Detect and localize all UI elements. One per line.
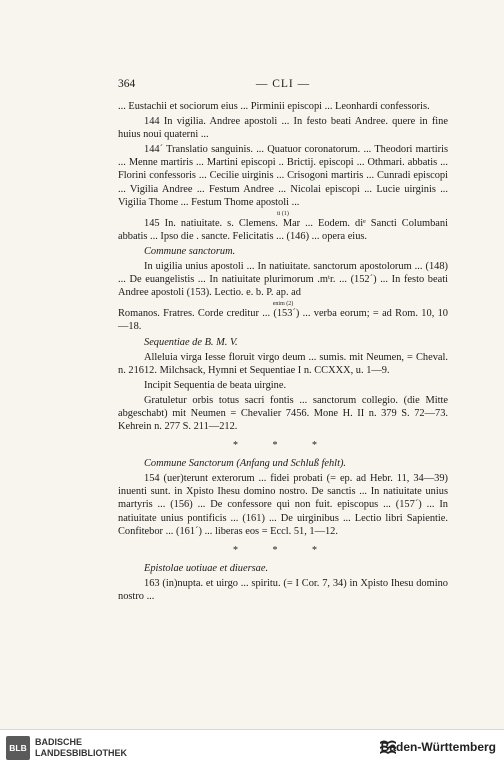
state-name[interactable]: Baden-Württemberg [380, 740, 496, 754]
paragraph: Incipit Sequentia de beata uirgine. [144, 379, 287, 391]
section-heading: Sequentiae de B. M. V. [144, 336, 238, 348]
section-separator: * * * [233, 440, 333, 452]
paragraph: 144´ Translatio sanguinis. ... Quatuor coronatorum. ... Theodori martiris ... Menne martiris ... Martini episcopi .. Brictij. episcopi ... Othmari. abbatis ... Florini confessoris ... Cecilie uirginis ... Crisogoni martiris ... Cunradi episcopi ... Vigilia Andree ... Festum Andree ... Nicolai episcopi ... Lucie uirginis ... Vigilia Thome ... Festum Thome apostoli ... [118, 144, 448, 208]
section-separator: * * * [233, 544, 333, 556]
paragraph: Romanos. Fratres. Corde creditur ... (153´) ... verba eorum; = ad Rom. 10, 10—18. [118, 308, 448, 333]
running-title: — CLI — [255, 78, 311, 90]
paragraph: 154 (uer)terunt exterorum ... fidei probati (= ep. ad Hebr. 11, 34—39) inuenti sunt. in Xpisto Ihesu domino nostro. De sanctis ... In natiuitate unius martyris ... (156) ... De confessore qui non fuit. episcopus ... (157´) ... In natiuitate unius pontificis ... (161) ... De uirginibus ... Lectio libri Sapientie. Confitebor ... (161´) ... liberas eos = Eccl. 51, 1—12. [118, 473, 448, 537]
blb-logo[interactable]: BLB [6, 736, 30, 760]
page-body [118, 100, 448, 605]
interlinear-annotation: ti (1) [277, 210, 289, 217]
page-header [118, 78, 448, 92]
section-heading: Commune sanctorum. [144, 245, 236, 257]
library-name-line1: BADISCHE [35, 737, 83, 747]
paragraph: In uigilia unius apostoli ... In natiuitate. sanctorum apostolorum ... (148) ... De euangelistis ... In natiuitate plurimorum .mᵗr. ... (152´) ... In festo beati Andree apostoli (153). Lectio. e. b. P. ap. ad [118, 261, 448, 299]
interlinear-annotation: enim (2) [272, 301, 294, 308]
library-name[interactable] [35, 737, 127, 759]
paragraph: 144 In vigilia. Andree apostoli ... In festo beati Andree. quere in fine huius noui quaterni ... [118, 116, 448, 141]
paragraph: 145 In. natiuitate. s. Clemens. Mar ... Eodem. diᵉ Sancti Columbani abbatis ... Ipso die . sancte. Felicitatis ... (146) ... opera eius. [118, 217, 448, 242]
section-heading: Epistolae uotiuae et diuersae. [144, 562, 269, 574]
footer-bar [0, 729, 504, 769]
page-number: 364 [118, 78, 136, 90]
paragraph: ... Eustachii et sociorum eius ... Pirminii episcopi ... Leonhardi confessoris. [118, 101, 430, 112]
library-name-line2: LANDESBIBLIOTHEK [35, 748, 127, 758]
section-heading: Commune Sanctorum (Anfang und Schluß fehlt). [144, 458, 347, 470]
paragraph: Alleluia virga Iesse floruit virgo deum ... sumis. mit Neumen, = Cheval. n. 21612. Milchsack, Hymni et Sequentiae I n. CCXXX, u. 1—9. [118, 351, 448, 376]
paragraph: 163 (in)nupta. et uirgo ... spiritu. (= I Cor. 7, 34) in Xpisto Ihesu domino nostro ... [118, 577, 448, 602]
paragraph: Gratuletur orbis totus sacri fontis ... sanctorum collegio. (die Mitte abgeschabt) mit Neumen = Chevalier 7456. Mone H. II n. 379 S. 72—73. Kehrein n. 277 S. 211—212. [118, 394, 448, 433]
